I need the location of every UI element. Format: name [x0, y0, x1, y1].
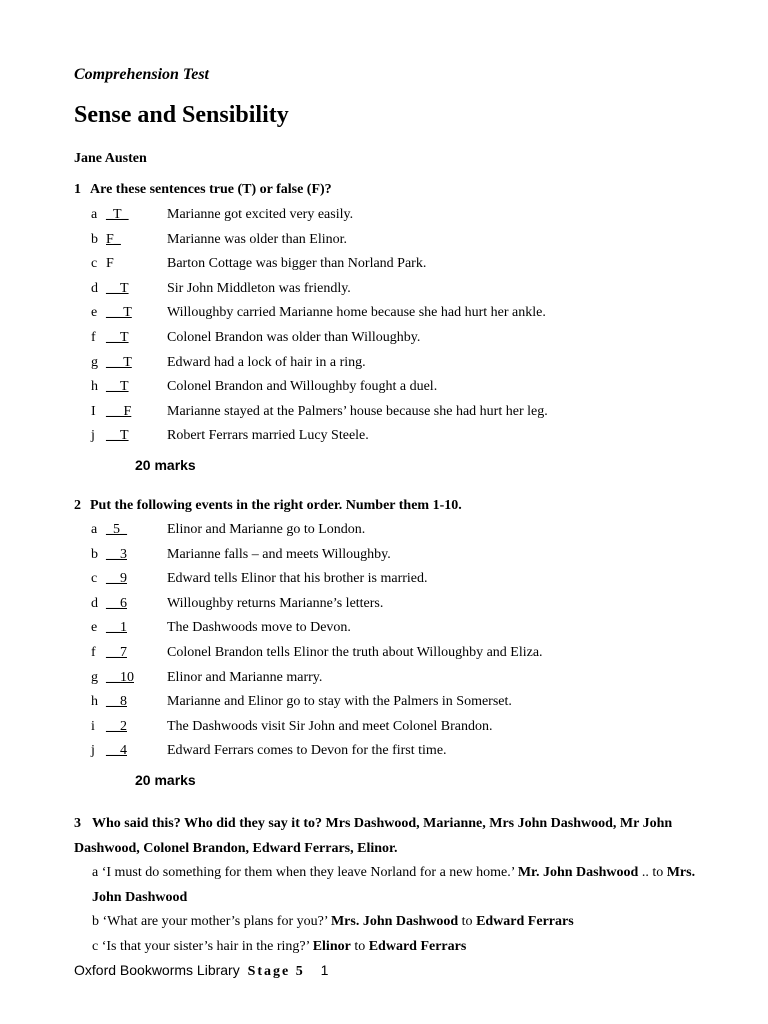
item-statement: Sir John Middleton was friendly. — [167, 280, 351, 296]
item-letter: d — [91, 280, 98, 296]
question-number: 2 — [74, 498, 81, 513]
item-statement: Willoughby carried Marianne home because she had hurt her ankle. — [167, 305, 546, 321]
question-item — [91, 522, 711, 542]
question-2-marks: 20 marks — [135, 772, 196, 788]
item-letter: i — [91, 718, 95, 734]
item-answer: F — [106, 256, 114, 272]
item-answer: __7 — [106, 645, 127, 660]
answer-speaker: Elinor — [312, 938, 351, 954]
answer-separator: to — [461, 914, 473, 929]
item-letter: c — [91, 571, 98, 587]
question-3-item — [92, 935, 704, 960]
item-statement: Edward Ferrars comes to Devon for the first time. — [167, 743, 447, 759]
item-answer: _5_ — [106, 522, 127, 537]
question-prompt: Put the following events in the right order. Number them 1-10. — [90, 498, 462, 513]
question-item — [91, 620, 711, 640]
item-letter: c — [92, 938, 99, 954]
item-statement: Colonel Brandon was older than Willoughby. — [167, 330, 421, 345]
item-statement: Marianne falls – and meets Willoughby. — [167, 546, 391, 562]
question-3-heading — [74, 812, 704, 861]
item-letter: b — [92, 914, 99, 929]
question-item — [91, 428, 711, 448]
item-answer: __ T — [106, 305, 132, 321]
item-letter: b — [91, 546, 98, 562]
item-letter: j — [91, 743, 95, 759]
item-letter: f — [91, 330, 96, 345]
item-answer: __ T — [106, 354, 132, 370]
answer-speaker: Mrs. John Dashwood — [330, 914, 459, 929]
item-letter: a — [91, 207, 98, 222]
item-letter: h — [91, 694, 98, 710]
question-2-heading — [74, 498, 462, 514]
item-letter: g — [91, 669, 98, 685]
item-answer: __10 — [106, 669, 134, 685]
question-item — [91, 232, 711, 252]
document-title: Sense and Sensibility — [74, 102, 289, 128]
item-quote: ‘What are your mother’s plans for you?’ — [102, 914, 328, 929]
question-item — [91, 743, 711, 763]
item-statement: Marianne and Elinor go to stay with the Palmers in Somerset. — [167, 694, 512, 710]
item-statement: Elinor and Marianne marry. — [167, 669, 323, 685]
item-answer: __T — [106, 428, 129, 444]
footer-stage: Stage 5 — [247, 964, 305, 979]
item-letter: g — [91, 354, 98, 370]
item-letter: a — [91, 522, 98, 537]
question-item — [91, 404, 711, 424]
page-number: 1 — [320, 962, 329, 978]
answer-listener: Mrs. John Dashwood — [92, 865, 696, 905]
item-letter: h — [91, 379, 98, 395]
item-letter: f — [91, 645, 96, 660]
author-name: Jane Austen — [74, 151, 147, 166]
item-answer: __8 — [106, 694, 127, 710]
question-prompt: Are these sentences true (T) or false (F)? — [90, 182, 332, 197]
item-letter: j — [91, 428, 95, 444]
question-item — [91, 207, 711, 227]
question-item — [91, 305, 711, 325]
question-item — [91, 281, 711, 301]
question-item — [91, 355, 711, 375]
item-statement: Marianne got excited very easily. — [167, 207, 354, 222]
item-quote: ‘Is that your sister’s hair in the ring?’ — [101, 938, 310, 954]
question-item — [91, 571, 711, 591]
question-3-item — [92, 861, 704, 910]
item-answer: __4 — [106, 743, 127, 759]
answer-separator: .. to — [641, 865, 664, 880]
item-statement: Elinor and Marianne go to London. — [167, 522, 366, 537]
question-number: 1 — [74, 182, 81, 197]
item-statement: Marianne was older than Elinor. — [167, 231, 348, 247]
item-letter: e — [91, 620, 98, 636]
question-3-items — [74, 861, 704, 959]
answer-listener: Edward Ferrars — [368, 938, 467, 954]
item-answer: __3 — [106, 546, 127, 562]
question-item — [91, 256, 711, 276]
item-letter: a — [92, 865, 99, 880]
question-1-heading — [74, 182, 332, 198]
item-statement: Barton Cottage was bigger than Norland Park. — [167, 256, 427, 272]
item-statement: Willoughby returns Marianne’s letters. — [167, 595, 384, 611]
item-answer: __T — [106, 280, 129, 296]
question-number: 3 — [74, 816, 81, 831]
item-letter: e — [91, 305, 98, 321]
item-answer: __ F — [106, 403, 132, 419]
question-3 — [74, 812, 704, 959]
question-item — [91, 670, 711, 690]
item-statement: Marianne stayed at the Palmers’ house because she had hurt her leg. — [167, 403, 548, 419]
item-statement: Edward had a lock of hair in a ring. — [167, 354, 366, 370]
item-statement: Robert Ferrars married Lucy Steele. — [167, 428, 369, 444]
item-answer: __2 — [106, 718, 127, 734]
question-item — [91, 694, 711, 714]
item-statement: The Dashwoods move to Devon. — [167, 620, 351, 636]
item-letter: b — [91, 231, 98, 247]
question-1-marks: 20 marks — [135, 457, 196, 473]
answer-speaker: Mr. John Dashwood — [517, 865, 639, 880]
question-3-item — [92, 910, 704, 935]
item-statement: Colonel Brandon tells Elinor the truth about Willoughby and Eliza. — [167, 645, 543, 660]
item-letter: I — [91, 403, 96, 419]
question-item — [91, 379, 711, 399]
question-prompt: Who said this? Who did they say it to? Mrs Dashwood, Marianne, Mrs John Dashwood, Mr John Dashwood, Colonel Brandon, Edward Ferrars, Elinor. — [74, 816, 673, 856]
item-answer: __T — [106, 330, 129, 345]
item-answer: __9 — [106, 571, 127, 587]
question-item — [91, 645, 711, 665]
item-letter: c — [91, 256, 98, 272]
page-footer — [74, 962, 328, 980]
question-item — [91, 547, 711, 567]
footer-library: Oxford Bookworms Library — [74, 962, 240, 978]
question-item — [91, 719, 711, 739]
item-statement: Edward tells Elinor that his brother is married. — [167, 571, 428, 587]
item-statement: The Dashwoods visit Sir John and meet Colonel Brandon. — [167, 718, 493, 734]
item-quote: ‘I must do something for them when they leave Norland for a new home.’ — [101, 865, 515, 880]
item-answer: __1 — [106, 620, 127, 636]
document-subtitle: Comprehension Test — [74, 66, 209, 83]
item-answer: __6 — [106, 595, 127, 611]
item-answer: _T_ — [106, 207, 129, 222]
item-letter: d — [91, 595, 98, 611]
item-answer: F_ — [106, 231, 121, 247]
item-statement: Colonel Brandon and Willoughby fought a duel. — [167, 379, 438, 395]
question-item — [91, 330, 711, 350]
answer-separator: to — [354, 938, 366, 954]
question-item — [91, 596, 711, 616]
item-answer: __T — [106, 379, 129, 395]
answer-listener: Edward Ferrars — [476, 914, 574, 929]
